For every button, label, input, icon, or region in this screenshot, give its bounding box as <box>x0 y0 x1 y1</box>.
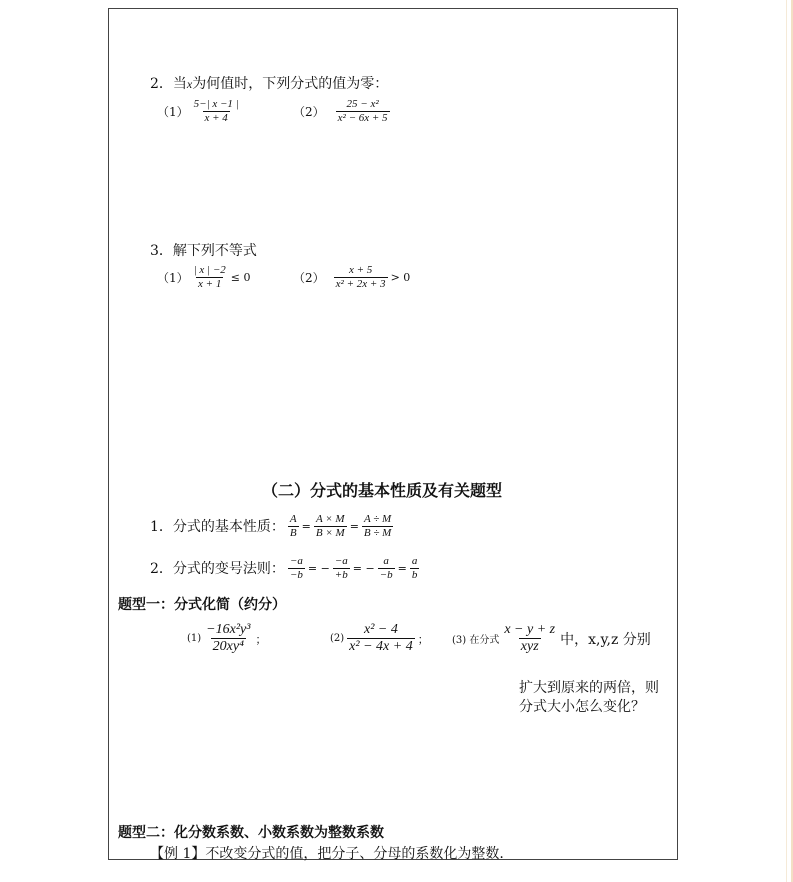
type-1-exercise-3-line-2: 扩大到原来的两倍，则 <box>519 680 659 696</box>
question-3-title: 3．解下列不等式 <box>150 243 257 259</box>
question-3-part-1: （1） $\frac{| x | -2}{x + 1}$ ≤ 0 <box>157 264 251 290</box>
example-1: 【例 1】不改变分式的值，把分子、分母的系数化为整数. <box>150 846 504 862</box>
fraction: $\frac{5-| x -1 |}{x + 4}$ <box>193 98 239 124</box>
question-2-part-2: （2） $\frac{\text{25 − x²}}{\text{x² − 6x + 5}}$ <box>293 98 388 124</box>
fraction: $\frac{\text{25 − x²}}{\text{x² − 6x + 5}}$ <box>337 98 388 124</box>
question-2-title: 2．当x为何值时，下列分式的值为零： <box>150 76 389 92</box>
question-2-part-1: （1） $\frac{5-| x -1 |}{x + 4}$ <box>157 98 239 124</box>
type-1-heading: 题型一：分式化简（约分） <box>118 597 286 613</box>
type-1-exercise-3-line-3: 分式大小怎么变化？ <box>519 699 645 715</box>
fraction: $\frac{| x | -2}{x + 1}$ <box>193 264 226 290</box>
page-edge <box>786 0 787 882</box>
basic-property-line: 1．分式的基本性质： $\frac{A}{B}$ = $\frac{A \times M}{B \times M}$ = $\frac{A \div M}{B \div M}$ <box>150 513 392 539</box>
page-frame <box>108 8 678 860</box>
type-1-exercise-1: (1) $\frac{\text{−16x²y³}}{\text{20xy⁴}}$ ； <box>187 622 267 655</box>
sign-rule-line: 2．分式的变号法则： $\frac{-a}{-b}$ = − $\frac{-a}{+b}$ = − $\frac{a}{-b}$ = $\frac{a}{b}$ <box>150 555 418 581</box>
type-1-exercise-2: (2) $\frac{\text{x² − 4}}{\text{x² − 4x + 4}}$ ； <box>330 622 429 655</box>
type-2-heading: 题型二：化分数系数、小数系数为整数系数 <box>118 825 384 841</box>
section-title: （二）分式的基本性质及有关题型 <box>262 481 503 500</box>
question-3-part-2: （2） $\frac{x + 5}{\text{x² + 2x + 3}}$ > 0 <box>293 264 411 290</box>
type-1-exercise-3: (3) 在分式 $\frac{x - y + z}{\text{xyz}}$ 中，x,y,z 分别 <box>452 622 651 655</box>
fraction: $\frac{x + 5}{\text{x² + 2x + 3}}$ <box>335 264 386 290</box>
